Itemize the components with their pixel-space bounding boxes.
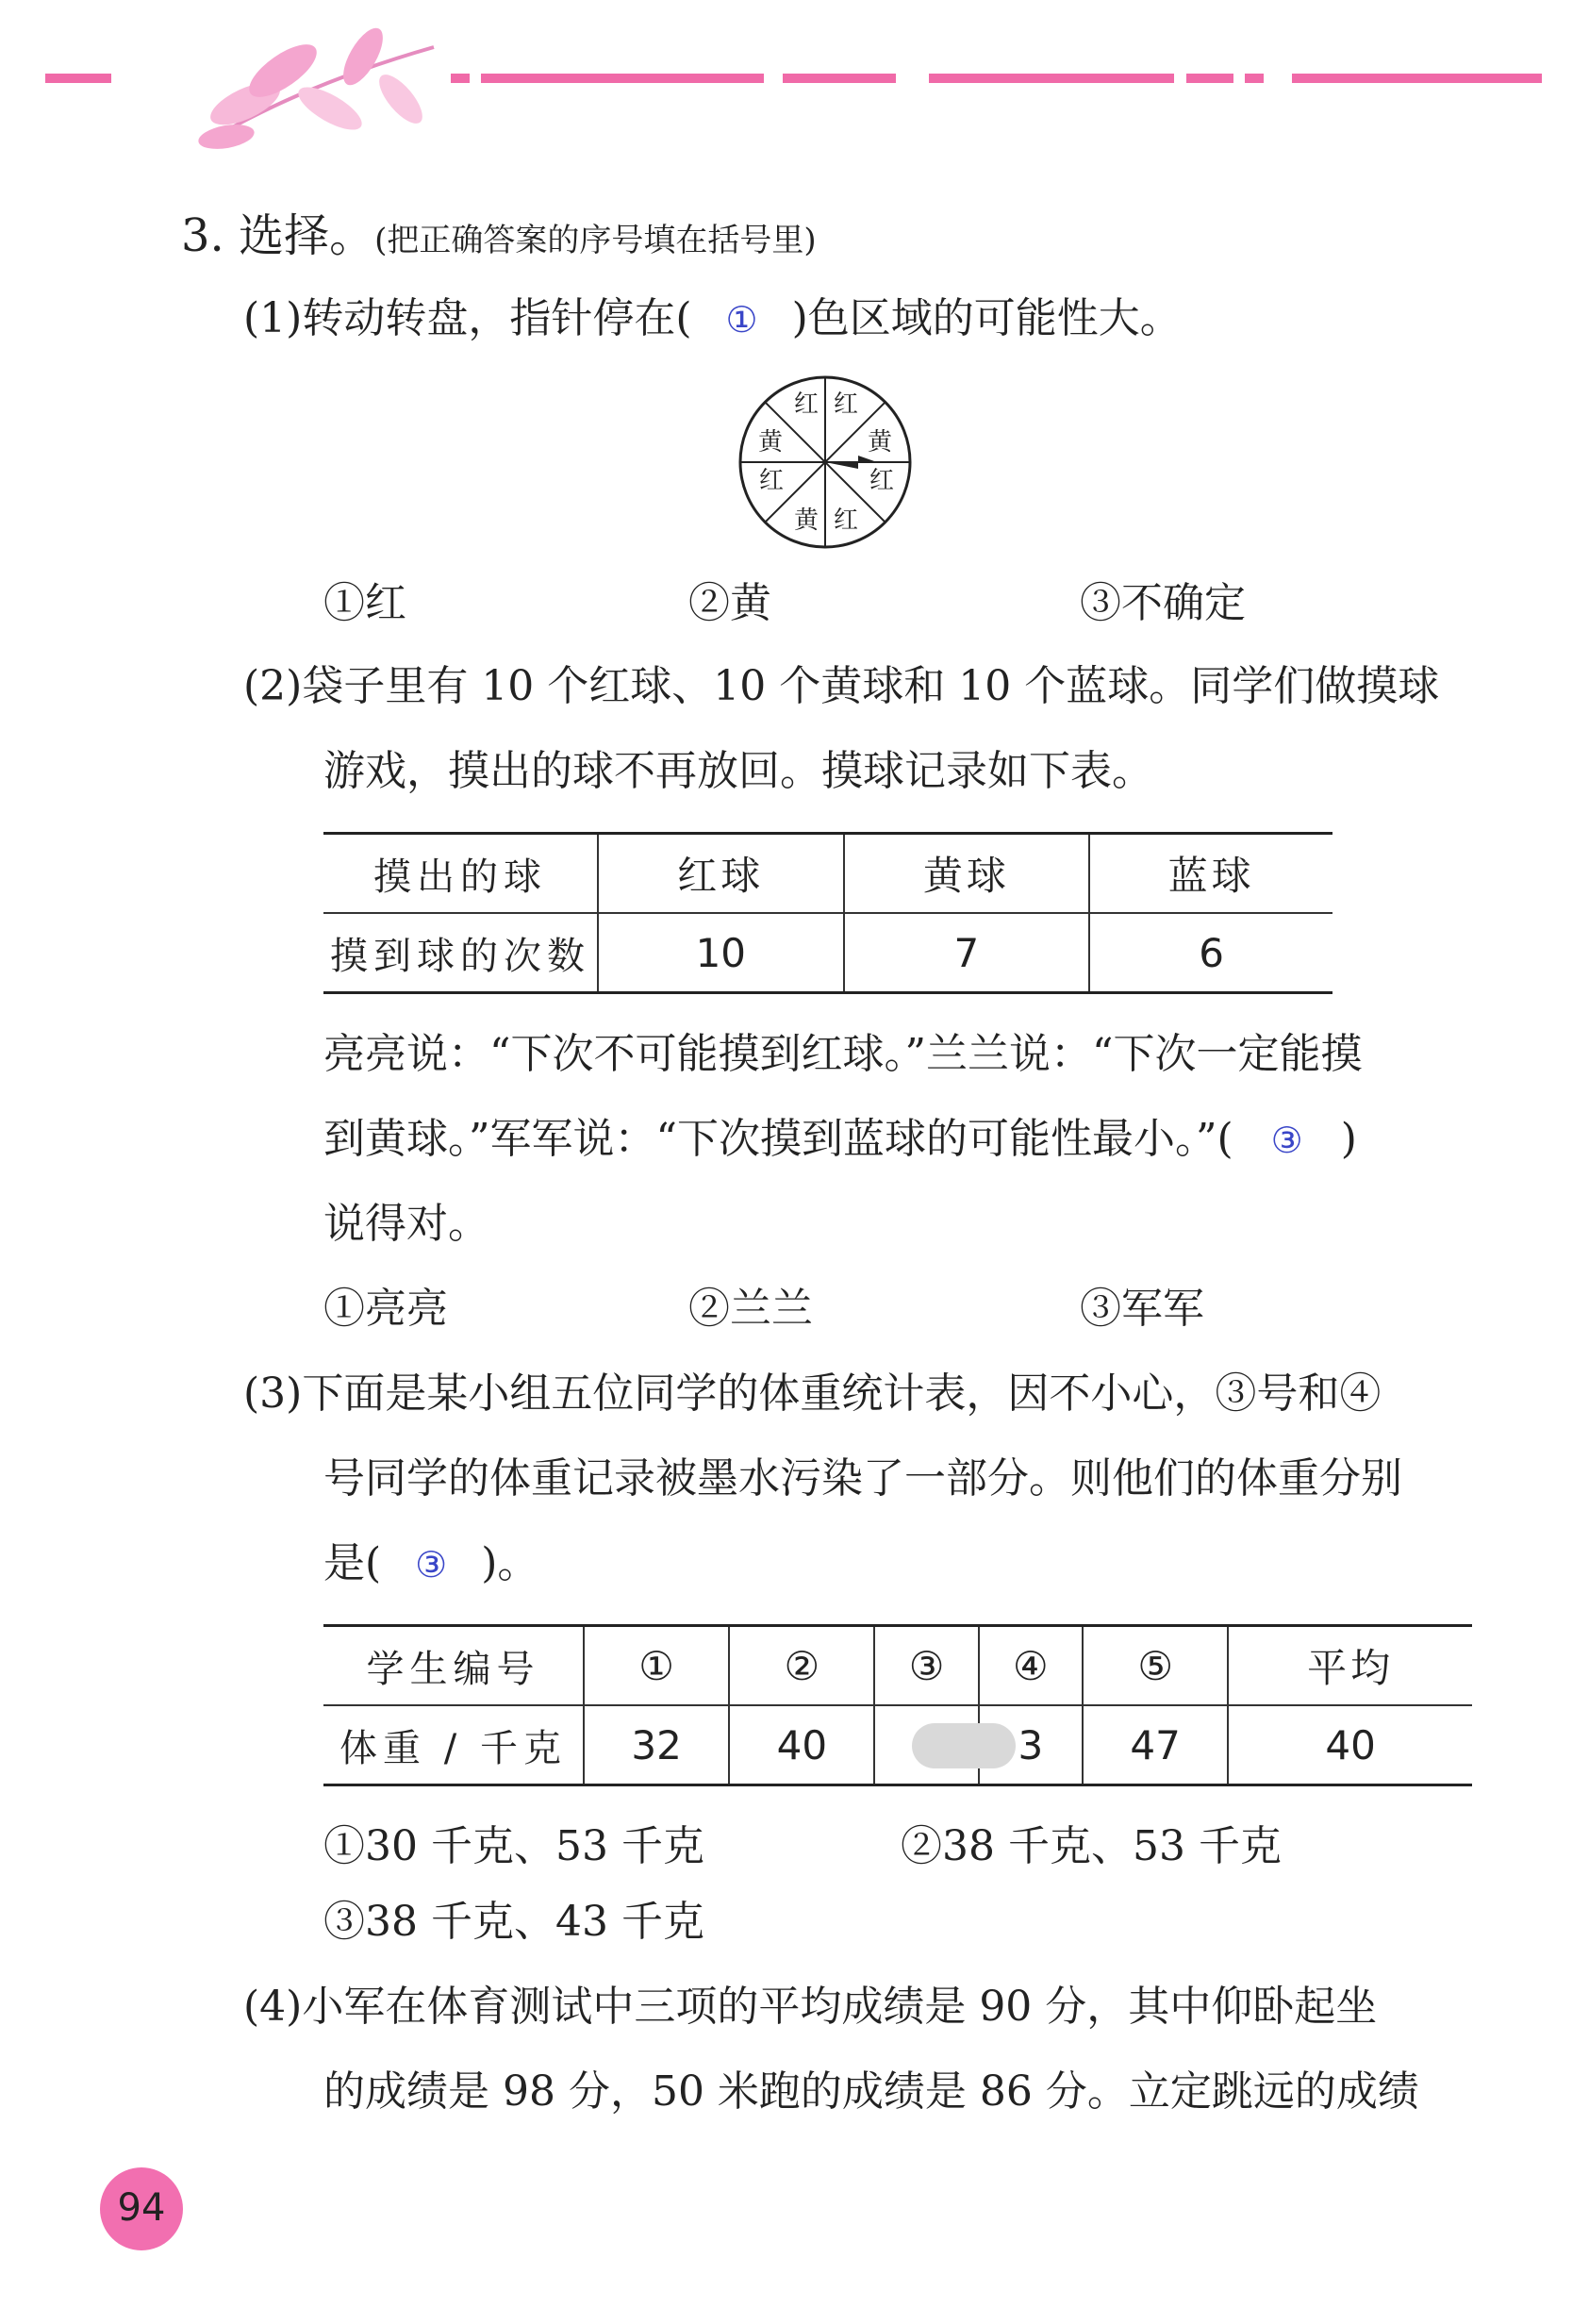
- option-2: ②黄: [688, 579, 771, 627]
- question-text: 袋子里有 10 个红球、10 个黄球和 10 个蓝球。同学们做摸球: [302, 662, 1440, 710]
- wheel-sector-label: 红: [833, 390, 859, 419]
- table-row-label: 摸到球的次数: [323, 913, 598, 993]
- table-header-cell: ②: [729, 1626, 874, 1706]
- table-row: [323, 1705, 1472, 1785]
- question-number: (4): [243, 1983, 303, 2031]
- header-stripe: [1292, 74, 1542, 83]
- wheel-sector-label: 黄: [867, 428, 893, 456]
- table-cell: 40: [729, 1705, 874, 1785]
- question-number: (3): [243, 1370, 303, 1418]
- table-cell: 7: [844, 913, 1090, 993]
- question-text: 转动转盘，指针停在(: [302, 294, 692, 342]
- table-header-cell: 蓝球: [1089, 834, 1332, 914]
- table-cell: 47: [1083, 1705, 1228, 1785]
- option-1: ①红: [323, 579, 406, 627]
- question-text: 是(: [323, 1539, 382, 1587]
- table-cell: 3: [979, 1705, 1083, 1785]
- question-text: 下面是某小组五位同学的体重统计表，因不小心，③号和④: [302, 1370, 1382, 1418]
- header-stripe: [451, 74, 470, 83]
- header-stripe: [783, 74, 896, 83]
- question-text: )色区域的可能性大。: [791, 294, 1182, 342]
- table-header-cell: 学生编号: [323, 1626, 584, 1706]
- wheel-sector-label: 红: [793, 390, 819, 419]
- question-text: 说得对。: [323, 1200, 489, 1248]
- option-2: ②38 千克、53 千克: [901, 1822, 1282, 1870]
- option-3: ③38 千克、43 千克: [323, 1898, 704, 1946]
- table-cell: 6: [1089, 913, 1332, 993]
- question-text: 号同学的体重记录被墨水污染了一部分。则他们的体重分别: [323, 1454, 1402, 1502]
- question-3: [243, 1370, 1382, 1418]
- question-text: 到黄球。”军军说：“下次摸到蓝球的可能性最小。”(: [323, 1115, 1233, 1163]
- question-text: ): [1340, 1115, 1357, 1163]
- table-header-row: [323, 1626, 1472, 1706]
- option-3: ③军军: [1080, 1285, 1204, 1333]
- question-text: 小军在体育测试中三项的平均成绩是 90 分，其中仰卧起坐: [302, 1983, 1378, 2031]
- table-cell: 10: [598, 913, 844, 993]
- wheel-sector-label: 红: [758, 467, 785, 495]
- question-text: 游戏，摸出的球不再放回。摸球记录如下表。: [323, 747, 1153, 795]
- question-1: [243, 294, 1182, 342]
- header-stripe: [45, 74, 111, 83]
- table-header-cell: 红球: [598, 834, 844, 914]
- wheel-sector-label: 黄: [793, 506, 819, 535]
- table-header-cell: 平均: [1228, 1626, 1472, 1706]
- header-stripe: [1186, 74, 1233, 83]
- ball-draw-table: [323, 832, 1332, 994]
- wheel-sector-label: 红: [869, 467, 895, 495]
- question-2: [243, 662, 1440, 710]
- table-cell: 32: [584, 1705, 729, 1785]
- section-number: 3.: [181, 209, 224, 262]
- question-number: (2): [243, 662, 303, 710]
- option-3: ③不确定: [1080, 579, 1246, 627]
- header-stripe: [481, 74, 764, 83]
- table-header-cell: 摸出的球: [323, 834, 598, 914]
- page-number: 94: [117, 2186, 166, 2230]
- question-number: (1): [243, 294, 303, 342]
- table-header-cell: ③: [874, 1626, 978, 1706]
- wheel-sector-label: 红: [833, 506, 859, 535]
- section-title-text: 选择。: [239, 209, 375, 262]
- table-header-cell: ①: [584, 1626, 729, 1706]
- table-row: [323, 913, 1332, 993]
- option-1: ①亮亮: [323, 1285, 448, 1333]
- question-text: [323, 1539, 539, 1587]
- option-2: ②兰兰: [688, 1285, 813, 1333]
- table-cell: 40: [1228, 1705, 1472, 1785]
- answer-mark: ③: [1270, 1120, 1303, 1161]
- question-text: [323, 1115, 1357, 1163]
- answer-mark: ①: [725, 299, 758, 340]
- table-row-label: 体重 / 千克: [323, 1705, 584, 1785]
- question-text: 的成绩是 98 分，50 米跑的成绩是 86 分。立定跳远的成绩: [323, 2067, 1419, 2116]
- wheel-sector-label: 黄: [757, 428, 784, 456]
- header-stripe: [929, 74, 1174, 83]
- flower-branch-icon: [170, 19, 453, 160]
- header-stripe: [1245, 74, 1264, 83]
- table-header-cell: 黄球: [844, 834, 1090, 914]
- question-text: 亮亮说：“下次不可能摸到红球。”兰兰说：“下次一定能摸: [323, 1030, 1363, 1078]
- table-header-cell: ⑤: [1083, 1626, 1228, 1706]
- section-title: [181, 209, 817, 262]
- question-text: )。: [481, 1539, 539, 1587]
- option-1: ①30 千克、53 千克: [323, 1822, 704, 1870]
- table-header-row: [323, 834, 1332, 914]
- spinner-wheel: [736, 373, 915, 552]
- question-4: [243, 1983, 1378, 2031]
- section-instruction: (把正确答案的序号填在括号里): [374, 222, 817, 259]
- answer-mark: ③: [415, 1544, 448, 1585]
- table-cell: [874, 1705, 978, 1785]
- ink-stain: [912, 1723, 1016, 1768]
- weight-table: [323, 1624, 1472, 1786]
- table-header-cell: ④: [979, 1626, 1083, 1706]
